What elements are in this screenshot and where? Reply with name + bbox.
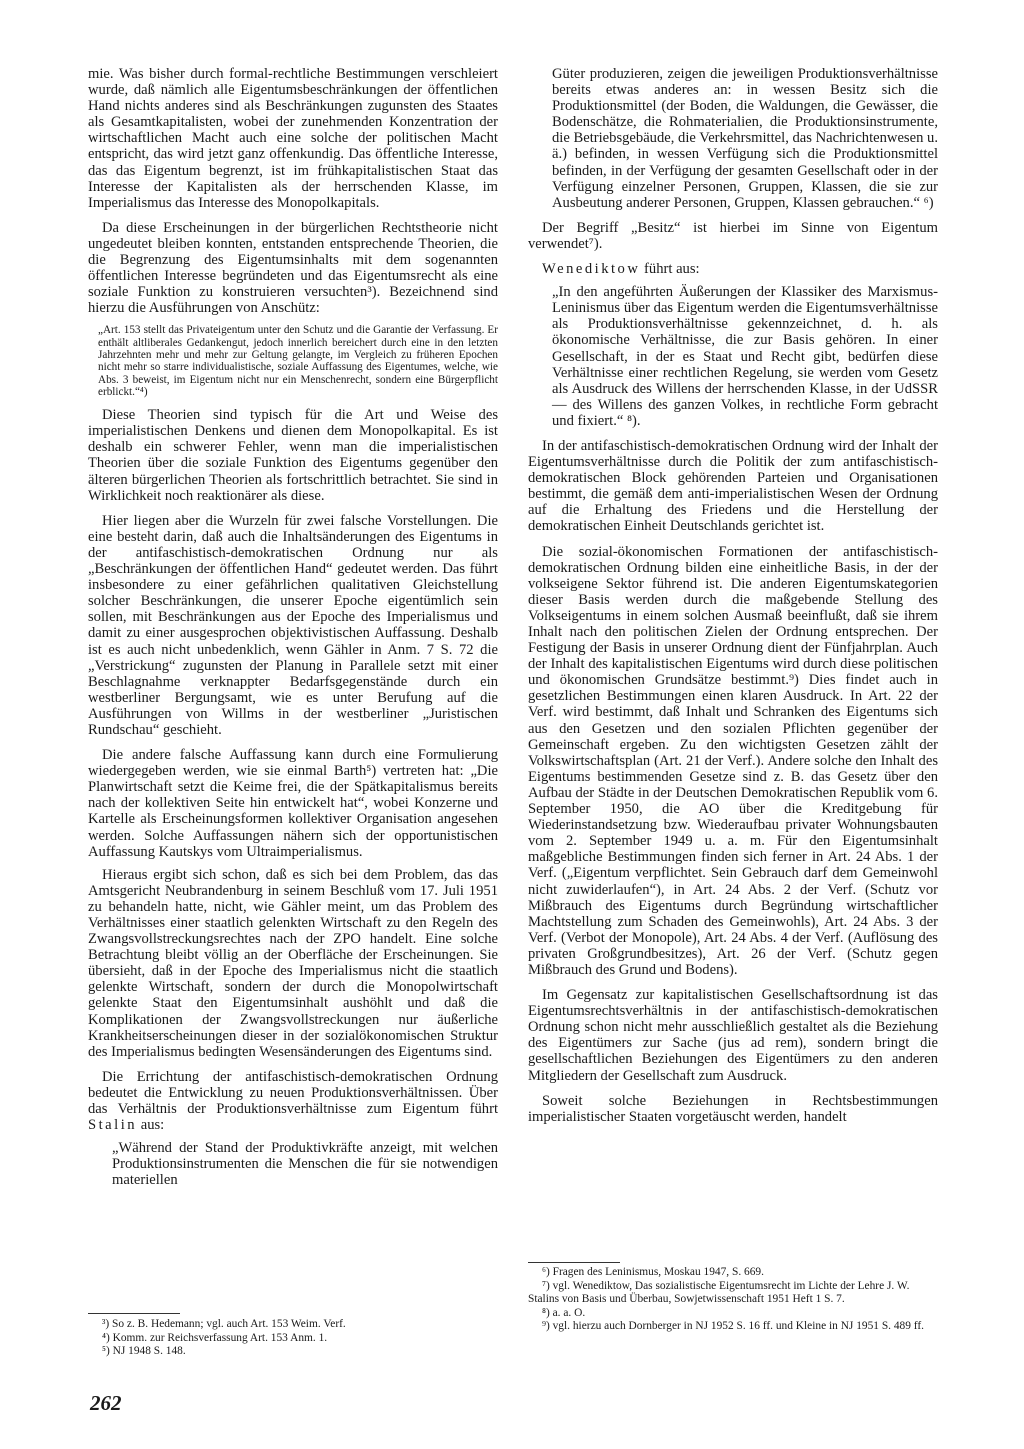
paragraph: Hier liegen aber die Wurzeln für zwei falsche Vorstellungen. Die eine besteht darin, daß auch die Inhaltsänderungen des Eigentums in der antifaschistisch-demokratischen Ordnung nur als „Beschränkungen der öffentlichen Hand“ gedeutet werden. Das führt insbesondere zu einer gefährlichen qualitativen Gleichstellung solcher Beschränkungen, die unserer Epoche eigentümlich sein sollen, mit Beschränkungen aus der Epoche des Imperialismus und damit zu einer ausgesprochen objektivistischen Auffassung. Deshalb ist es auch nicht unbedenklich, wenn Gähler in Anm. 7 S. 72 die „Verstrickung“ zugunsten der Planung in Parallele setzt mit einer Beschlagnahme verknappter Bedarfsgegenstände durch ein westberliner Bergungsamt, wie es unter Berufung auf die Ausführungen von Willms in der westberliner „Juristischen Rundschau“ geschieht. [88, 512, 498, 738]
paragraph: mie. Was bisher durch formal-rechtliche Bestimmungen verschleiert wurde, daß nämlich alle Eigentumsbeschränkungen der öffentlichen Hand nichts anderes sind als Beschränkungen zugunsten des Staates als Gesamtkapitalisten, wobei der zunehmenden Konzentration der wirtschaftlichen Macht auch eine solche der politischen Macht entspricht, das wird jetzt ganz offenkundig. Das öffentliche Interesse, das das Eigentum begrenzt, ist im frühkapitalistischen Staat das Interesse der Kapitalisten als der herrschenden Klasse, im Imperialismus das Interesse des Monopolkapitals. [88, 66, 498, 211]
paragraph [88, 1069, 498, 1133]
footnote: ³) So z. B. Hedemann; vgl. auch Art. 153 Weim. Verf. [102, 1318, 346, 1330]
footnote: ⁵) NJ 1948 S. 148. [102, 1345, 186, 1358]
footnote: ⁷) vgl. Wenediktow, Das sozialistische Eigentumsrecht im Lichte der Lehre J. W. Stalins von Basis und Überbau, Sowjetwissenschaft 1951 Heft 1 S. 7. [528, 1279, 910, 1306]
block-quote: Güter produzieren, zeigen die jeweiligen Produktionsverhältnisse bereits etwas anderes an: in wessen Besitz sich die Produktionsmittel (der Boden, die Waldungen, die Gewässer, die Bodenschätze, die Rohmaterialien, die Produktionsinstrumente, die Betriebsgebäude, die Verkehrsmittel, das Nachrichtenwesen u. ä.) befinden, in wessen Verfügung sich die Produktionsmittel befinden, in der Verfügung der gesamten Gesellschaft oder in der Verfügung einzelner Personen, Gruppen, Klassen, die sie zur Ausbeutung anderer Personen, Gruppen, Klassen gebrauchen.“ ⁶) [552, 66, 938, 211]
block-quote: „In den angeführten Äußerungen der Klassiker des Marxismus-Leninismus über das Eigentum werden die Eigentumsverhältnisse als Produktionsverhältnisse gekennzeichnet, d. h. als ökonomische Verhältnisse, die zur Basis gehören. In einer Gesellschaft, in der es Staat und Recht gibt, bedürfen diese Verhältnisse einer rechtlichen Regelung, sie werden vom Gesetz als Ausdruck des Willens der herrschenden Klasse, in der UdSSR — des Willens des ganzen Volkes, in rechtliche Form gebracht und fixiert.“ ⁸). [552, 284, 938, 429]
block-quote: „Art. 153 stellt das Privateigentum unter den Schutz und die Garantie der Verfassung. Er enthält altliberales Gedankengut, jedoch innerlich bereichert durch eine in den letzten Jahrzehnten mehr und mehr zur Geltung gelangte, im Vergleich zu früheren Epochen nicht mehr so starre individualistische, soziale Auffassung des Eigentumes, welche, wie Abs. 3 beweist, im Eigentum nicht nur ein Menschenrecht, sondern eine Bürgerpflicht erblickt.“⁴) [98, 324, 498, 398]
right-column [528, 66, 938, 1125]
footnote-rule [528, 1262, 620, 1263]
footnote-rule [88, 1313, 180, 1314]
block-quote: „Während der Stand der Produktivkräfte anzeigt, mit welchen Produktionsinstrumenten die Menschen die für sie notwendigen materiellen [112, 1140, 498, 1189]
paragraph-text: aus: [137, 1117, 165, 1134]
author-name: Wenediktow [542, 261, 641, 278]
paragraph-text: Die Errichtung der antifaschistisch-demokratischen Ordnung bedeutet die Entwicklung zu neuen Produktionsverhältnissen. Über das Verhältnis der Produktionsverhältnisse zum Eigentum führt [88, 1068, 498, 1118]
left-column [88, 66, 498, 1189]
footnote: ⁴) Komm. zur Reichsverfassung Art. 153 Anm. 1. [102, 1331, 328, 1344]
paragraph: Diese Theorien sind typisch für die Art und Weise des imperialistischen Denkens und dienen dem Monopolkapital. Es ist deshalb ein schwerer Fehler, wenn man die imperialistischen Theorien über die soziale Funktion des Eigentums gegenüber den älteren bürgerlichen Theorien als fortschrittlich betrachtet. Sie sind in Wirklichkeit noch reaktionärer als diese. [88, 407, 498, 504]
paragraph: Der Begriff „Besitz“ ist hierbei im Sinne von Eigentum verwendet⁷). [528, 219, 938, 252]
paragraph: Soweit solche Beziehungen in Rechtsbestimmungen imperialistischer Staaten vorgetäuscht werden, handelt [528, 1092, 938, 1125]
paragraph-text: führt aus: [640, 261, 700, 278]
page-number: 262 [90, 1391, 122, 1415]
paragraph: Hieraus ergibt sich schon, daß es sich bei dem Problem, das das Amtsgericht Neubrandenburg in seinem Beschluß vom 17. Juli 1951 zu behandeln hatte, nicht, wie Gähler meint, um das Problem des Verhältnisses einer staatlich gelenkten Wirtschaft zu den Regeln des Zwangsvollstreckungsrechtes nach der ZPO handelt. Eine solche Betrachtung bleibt völlig an der Oberfläche der Erscheinungen. Sie übersieht, daß in der Epoche des Imperialismus nicht die staatlich gelenkte Wirtschaft, sondern der durch die Monopolwirtschaft gelenkte Staat den Eigentumsinhalt aushöhlt und daß die Komplikationen der Zwangsvollstreckungen nur äußerliche Krankheitserscheinungen dieser in der sozialökonomischen Struktur des Imperialismus bedingten Wesensänderungen des Eigentums sind. [88, 866, 498, 1060]
paragraph: In der antifaschistisch-demokratischen Ordnung wird der Inhalt der Eigentumsverhältnisse durch die Politik der zum antifaschistisch-demokratischen Block gehörenden Parteien und Organisationen bestimmt, die gemäß dem anti-imperialistischen Wesen der Ordnung auf die Erhaltung des Friedens und die Herstellung der demokratischen Einheit Deutschlands gerichtet ist. [528, 437, 938, 535]
paragraph: Die sozial-ökonomischen Formationen der antifaschistisch-demokratischen Ordnung bilden eine einheitliche Basis, in der der volkseigene Sektor führend ist. Die anderen Eigentumskategorien dieser Basis werden durch die maßgebende Stellung des Volkseigentums in einem solchen Ausmaß beeinflußt, daß sie ihrem Inhalt nach den politischen Zielen der Ordnung entsprechen. Der Festigung der Basis in unserer Ordnung dient der Fünfjahrplan. Auch der Inhalt des kapitalistischen Eigentums wird durch diese politischen und ökonomischen Grundsätze bestimmt.⁹) Dies findet auch in gesetzlichen Bestimmungen einen klaren Ausdruck. In Art. 22 der Verf. wird bestimmt, daß Inhalt und Schranken des Eigentums sich aus den Gesetzen und den sozialen Pflichten gegenüber der Gemeinschaft ergeben. Zu den wichtigsten Gesetzen zählt der Volkswirtschaftsplan (Art. 21 der Verf.). Andere solche den Inhalt des Eigentums bestimmenden Gesetze sind z. B. das Gesetz über den Aufbau der Städte in der Deutschen Demokratischen Republik vom 6. September 1950, die AO über die Kreditgebung für Wiederinstandsetzung bzw. Wiederaufbau privater Wohnungsbauten vom 2. September 1949 u. a. m. Für den Eigentumsinhalt maßgebliche Bestimmungen finden sich ferner in Art. 24 Abs. 1 der Verf. („Eigentum verpflichtet. Sein Gebrauch darf dem Gemeinwohl nicht zuwiderlaufen“), in Art. 24 Abs. 2 der Verf. (Schutz vor Mißbrauch des Eigentums durch Begründung wirtschaftlicher Machtstellung zum Schaden des Gemeinwohls), Art. 24 Abs. 3 der Verf. (Verbot der Monopole), Art. 24 Abs. 4 der Verf. (Auflösung des privaten Großgrundbesitzes), Art. 26 der Verf. (Schutz gegen Mißbrauch des Grund und Bodens). [528, 543, 938, 978]
paragraph: Da diese Erscheinungen in der bürgerlichen Rechtstheorie nicht ungedeutet bleiben konnten, entstanden entsprechende Theorien, die die Begrenzung des Eigentumsinhalts mit dem sogenannten öffentlichen Interesse begründeten und das Eigentumsrecht als eine soziale Funktion zu konstruieren versuchten³). Bezeichnend sind hierzu die Ausführungen von Anschütz: [88, 219, 498, 317]
footnote: ⁸) a. a. O. [542, 1306, 586, 1319]
left-footnotes [88, 1318, 498, 1359]
paragraph: Im Gegensatz zur kapitalistischen Gesellschaftsordnung ist das Eigentumsrechtsverhältnis in der antifaschistisch-demokratischen Ordnung schon nicht mehr ausschließlich gestaltet als die Beziehung des Eigentümers zur Sache (jus ad rem), sondern bringt die gesellschaftlichen Beziehungen des Eigentümers zu den anderen Mitgliedern der Gesellschaft zum Ausdruck. [528, 987, 938, 1084]
paragraph: Die andere falsche Auffassung kann durch eine Formulierung wiedergegeben werden, wie sie einmal Barth⁵) vertreten hat: „Die Planwirtschaft setzt die Keime frei, die der Spätkapitalismus bereits nach der kollektiven Seite hin entwickelt hat“, wobei Konzerne und Kartelle als Erscheinungsformen kollektiver Organisation angesehen werden. Solche Auffassungen nähern sich der opportunistischen Auffassung Kautskys vom Ultraimperialismus. [88, 747, 498, 860]
footnote: ⁶) Fragen des Leninismus, Moskau 1947, S. 669. [542, 1266, 764, 1278]
right-footnotes [528, 1266, 938, 1334]
footnote: ⁹) vgl. hierzu auch Dornberger in NJ 1952 S. 16 ff. und Kleine in NJ 1951 S. 489 ff. [542, 1320, 925, 1333]
author-name: Stalin [88, 1117, 138, 1134]
paragraph [528, 261, 938, 277]
